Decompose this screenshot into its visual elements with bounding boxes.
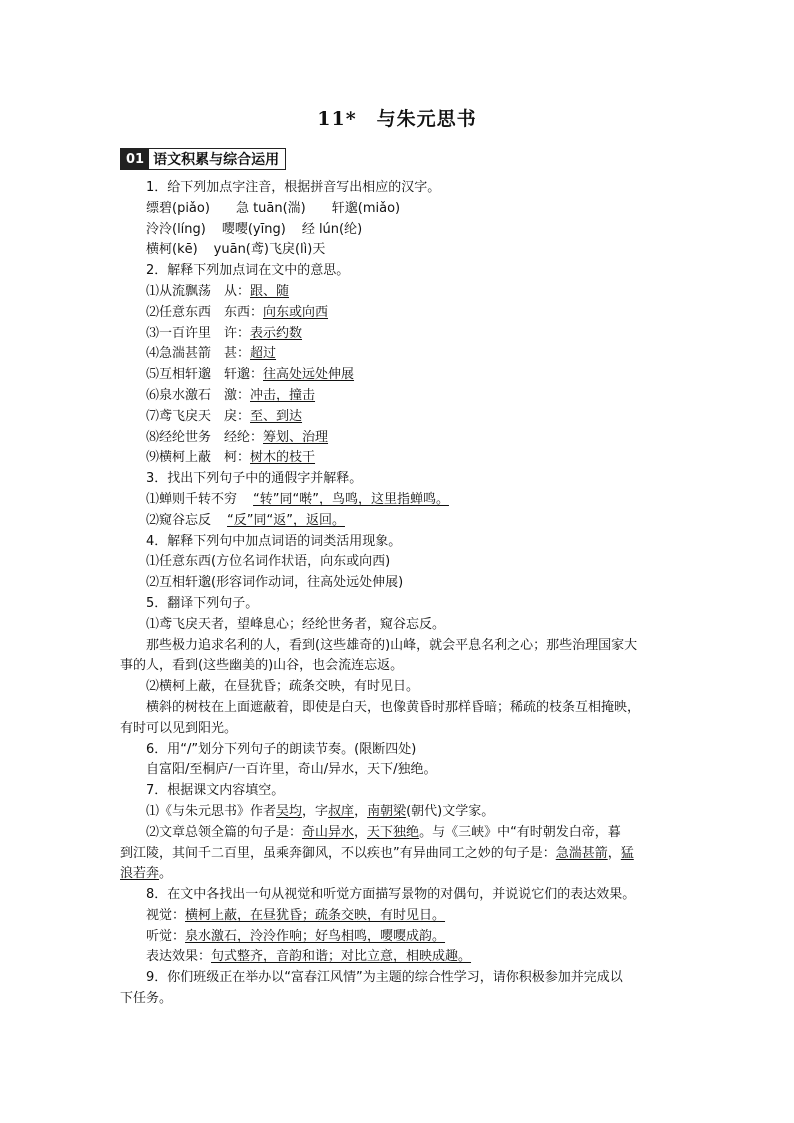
q9-stem-a: 9．你们班级正在举办以“富春江风情”为主题的综合性学习，请你积极参加并完成以 — [146, 970, 623, 986]
q2-item: ⑴从流飘荡 从：跟、随 — [146, 283, 290, 299]
q6-answer: 自富阳/至桐庐/一百许里，奇山/异水，天下/独绝。 — [146, 762, 437, 778]
answer: 树木的枝干 — [250, 450, 316, 466]
q2-item: ⑻经纶世务 经纶：筹划、治理 — [146, 429, 329, 445]
q3-stem: 3．找出下列句子中的通假字并解释。 — [146, 471, 363, 487]
q5-answer-2b: 有时可以见到阳光。 — [120, 720, 238, 736]
worksheet-body — [120, 178, 676, 1010]
q2-item: ⑼横柯上蔽 柯：树木的枝干 — [146, 450, 316, 466]
q1-row-2: 泠泠(líng) 嘤嘤(yīng) 经 lún(纶) — [146, 221, 363, 237]
q7-stem: 7．根据课文内容填空。 — [146, 783, 285, 799]
answer: 跟、随 — [250, 283, 290, 299]
q4-item: ⑵互相轩邈(形容词作动词，往高处远处伸展) — [146, 575, 404, 591]
q5-sentence-1: ⑴鸢飞戾天者，望峰息心；经纶世务者，窥谷忘反。 — [146, 616, 446, 632]
q2-item: ⑸互相轩邈 轩邈：往高处远处伸展 — [146, 367, 355, 383]
q2-stem: 2．解释下列加点词在文中的意思。 — [146, 263, 350, 279]
q1-stem: 1．给下列加点字注音，根据拼音写出相应的汉字。 — [146, 180, 441, 195]
answer: 至、到达 — [250, 408, 303, 424]
q5-sentence-2: ⑵横柯上蔽，在昼犹昏；疏条交映，有时见日。 — [146, 679, 420, 695]
q2-item: ⑶一百许里 许：表示约数 — [146, 325, 303, 341]
q5-stem: 5．翻译下列句子。 — [146, 595, 259, 611]
answer: 冲击，撞击 — [250, 387, 316, 403]
q7-line-3: 到江陵，其间千二百里，虽乘奔御风，不以疾也”有异曲同工之妙的句子是：急湍甚箭，猛 — [120, 845, 634, 861]
page-title: 11* 与朱元思书 — [317, 108, 477, 130]
answer: 超过 — [250, 346, 277, 362]
answer: 表示约数 — [250, 325, 303, 341]
q7-line-2: ⑵文章总领全篇的句子是：奇山异水，天下独绝。与《三峡》中“有时朝发白帝，暮 — [146, 824, 621, 840]
q2-item: ⑵任意东西 东西：向东或向西 — [146, 304, 329, 320]
q4-item: ⑴任意东西(方位名词作状语，向东或向西) — [146, 554, 391, 570]
q3-item: ⑵窥谷忘反 “反”同“返”，返回。 — [146, 512, 345, 528]
section-label: 语文积累与综合运用 — [153, 152, 280, 168]
answer: 往高处远处伸展 — [263, 367, 355, 383]
q3-item: ⑴蝉则千转不穷 “转”同“啭”，鸟鸣，这里指蝉鸣。 — [146, 491, 449, 507]
q9-stem-b: 下任务。 — [120, 991, 173, 1007]
q8-effect: 表达效果：句式整齐，音韵和谐；对比立意，相映成趣。 — [146, 949, 472, 965]
q2-item: ⑷急湍甚箭 甚：超过 — [146, 346, 277, 362]
q2-item: ⑹泉水激石 激：冲击，撞击 — [146, 387, 316, 403]
q8-stem: 8．在文中各找出一句从视觉和听觉方面描写景物的对偶句，并说说它们的表达效果。 — [146, 887, 636, 903]
q4-stem: 4．解释下列句中加点词语的词类活用现象。 — [146, 533, 402, 549]
q7-line-1: ⑴《与朱元思书》作者吴均，字叔庠，南朝梁(朝代)文学家。 — [146, 803, 495, 819]
q5-answer-1a: 那些极力追求名利的人，看到(这些雄奇的)山峰，就会平息名利之心；那些治理国家大 — [146, 637, 638, 653]
answer: “转”同“啭”，鸟鸣，这里指蝉鸣。 — [253, 491, 449, 507]
q7-line-4: 浪若奔。 — [120, 866, 173, 882]
answer: “反”同“返”，返回。 — [227, 512, 345, 528]
section-header — [120, 148, 286, 170]
q5-answer-1b: 事的人，看到(这些幽美的)山谷，也会流连忘返。 — [120, 658, 404, 674]
answer: 筹划、治理 — [263, 429, 329, 445]
q8-audio: 听觉：泉水激石，泠泠作响；好鸟相鸣，嘤嘤成韵。 — [146, 928, 446, 944]
section-number: 01 — [121, 149, 149, 169]
q2-item: ⑺鸢飞戾天 戾：至、到达 — [146, 408, 303, 424]
q8-visual: 视觉：横柯上蔽，在昼犹昏；疏条交映，有时见日。 — [146, 907, 446, 923]
q1-row-1: 缥碧(piǎo) 急 tuān(湍) 轩邈(miǎo) — [146, 200, 401, 216]
q1-row-3: 横柯(kē) yuān(鸢)飞戾(lì)天 — [146, 242, 326, 258]
q5-answer-2a: 横斜的树枝在上面遮蔽着，即使是白天，也像黄昏时那样昏暗；稀疏的枝条互相掩映， — [146, 699, 641, 715]
answer: 向东或向西 — [263, 304, 329, 320]
q6-stem: 6．用“/”划分下列句子的朗读节奏。(限断四处) — [146, 741, 417, 757]
